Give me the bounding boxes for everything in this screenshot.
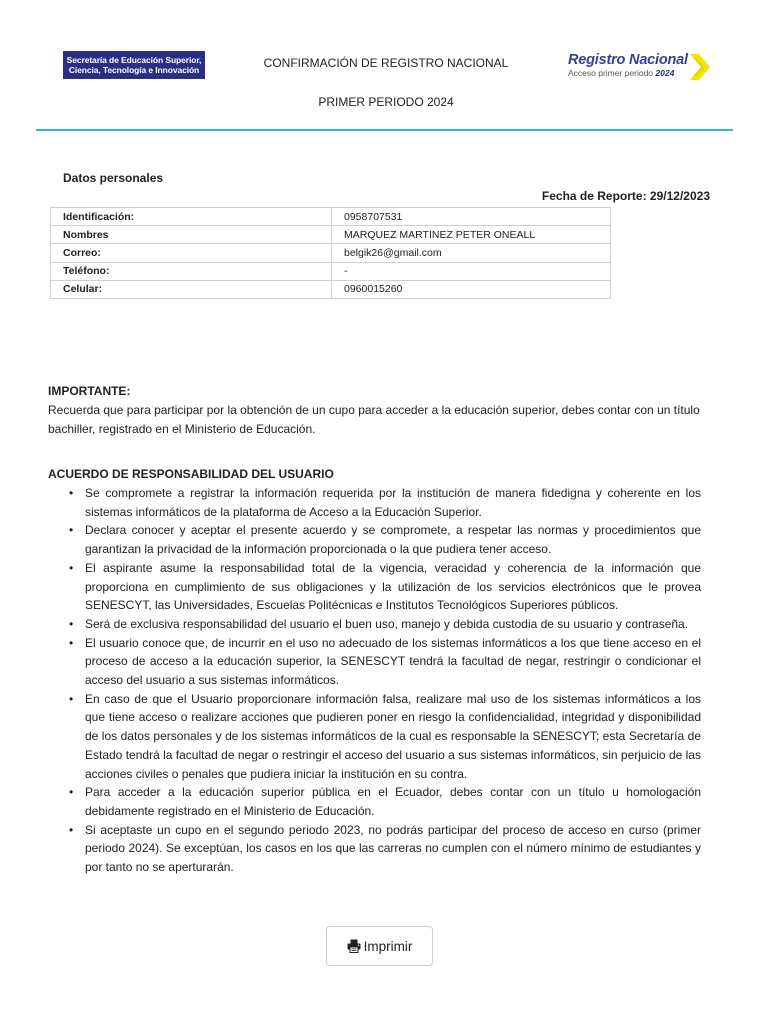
registro-nacional-sub-text: Acceso primer periodo — [568, 68, 654, 78]
page-title: CONFIRMACIÓN DE REGISTRO NACIONAL — [263, 56, 509, 70]
row-value: belgik26@gmail.com — [332, 244, 611, 262]
table-row — [51, 244, 611, 262]
agreement-title: ACUERDO DE RESPONSABILIDAD DEL USUARIO — [48, 467, 334, 481]
senescyt-logo — [63, 51, 205, 79]
list-item: • Será de exclusiva responsabilidad del usuario el buen uso, manejo y debida custodia de su usuario y contraseña. — [85, 615, 701, 634]
registro-nacional-logo — [568, 52, 718, 82]
registro-nacional-year: 2024 — [655, 68, 675, 78]
list-item: • Si aceptaste un cupo en el segundo periodo 2023, no podrás participar del proceso de acceso en curso (primer periodo 2024). Se exceptúan, los casos en los que las carreras no cumplen con el número mínimo de estudiantes y por tanto no se aperturarán. — [85, 821, 701, 877]
list-item: • Declara conocer y aceptar el presente acuerdo y se compromete, a respetar las normas y procedimientos que garantizan la privacidad de la información proporcionada o la que pudiera tener acceso. — [85, 521, 701, 558]
senescyt-logo-line2: Ciencia, Tecnología e Innovación — [68, 65, 200, 75]
list-item: • El aspirante asume la responsabilidad total de la vigencia, veracidad y coherencia de la información que proporciona en cumplimiento de sus obligaciones y la utilización de los servicios electrónicos que le provea SENESCYT, las Universidades, Escuelas Politécnicas e Institutos Tecnológicos Superiores públicos. — [85, 559, 701, 615]
row-value: - — [332, 262, 611, 280]
row-value: 0960015260 — [332, 280, 611, 298]
printer-icon — [347, 939, 361, 953]
table-row — [51, 262, 611, 280]
personal-data-table — [50, 207, 611, 299]
row-label: Celular: — [51, 280, 332, 298]
senescyt-logo-line1: Secretaría de Educación Superior, — [66, 55, 202, 65]
list-item: • En caso de que el Usuario proporcionare información falsa, realizare mal uso de los sistemas informáticos a los que tiene acceso o realizare acciones que pudieren poner en riesgo la confidencialidad, integridad y disponibilidad de los datos personales y de los sistemas informáticos de la cual es responsable la SENESCYT; esta Secretaría de Estado tendrá la facultad de negar o restringir el acceso del usuario a sus sistemas informáticos, sin perjuicio de las acciones civiles o penales que pudiera iniciar la institución en su contra. — [85, 690, 701, 784]
row-label: Teléfono: — [51, 262, 332, 280]
header-divider — [36, 129, 733, 131]
list-item: • Para acceder a la educación superior pública en el Ecuador, debes contar con un título u homologación debidamente registrado en el Ministerio de Educación. — [85, 783, 701, 820]
list-item: • El usuario conoce que, de incurrir en el uso no adecuado de los sistemas informáticos a los que tiene acceso en el proceso de acceso a la educación superior, la SENESCYT tendrá la facultad de negar, restringir o condicionar el acceso del usuario a sus sistemas informáticos. — [85, 634, 701, 690]
print-button[interactable] — [326, 926, 433, 966]
row-value: MARQUEZ MARTINEZ PETER ONEALL — [332, 226, 611, 244]
table-row — [51, 226, 611, 244]
important-text: Recuerda que para participar por la obtención de un cupo para acceder a la educación superior, debes contar con un título bachiller, registrado en el Ministerio de Educación. — [48, 403, 700, 436]
row-label: Nombres — [51, 226, 332, 244]
table-row — [51, 280, 611, 298]
chevron-logo-icon — [690, 54, 710, 80]
page-subtitle: PRIMER PERIODO 2024 — [318, 95, 454, 109]
personal-data-title: Datos personales — [63, 171, 164, 185]
important-title: IMPORTANTE: — [48, 384, 131, 398]
table-row — [51, 208, 611, 226]
print-button-label: Imprimir — [363, 938, 413, 954]
row-value: 0958707531 — [332, 208, 611, 226]
list-item: • Se compromete a registrar la información requerida por la institución de manera fidedigna y coherente en los sistemas informáticos de la plataforma de Acceso a la Educación Superior. — [85, 484, 701, 521]
report-date: Fecha de Reporte: 29/12/2023 — [541, 189, 710, 203]
row-label: Identificación: — [51, 208, 332, 226]
registro-nacional-brand: Registro Nacional — [568, 52, 688, 68]
agreement-list — [85, 484, 701, 877]
row-label: Correo: — [51, 244, 332, 262]
